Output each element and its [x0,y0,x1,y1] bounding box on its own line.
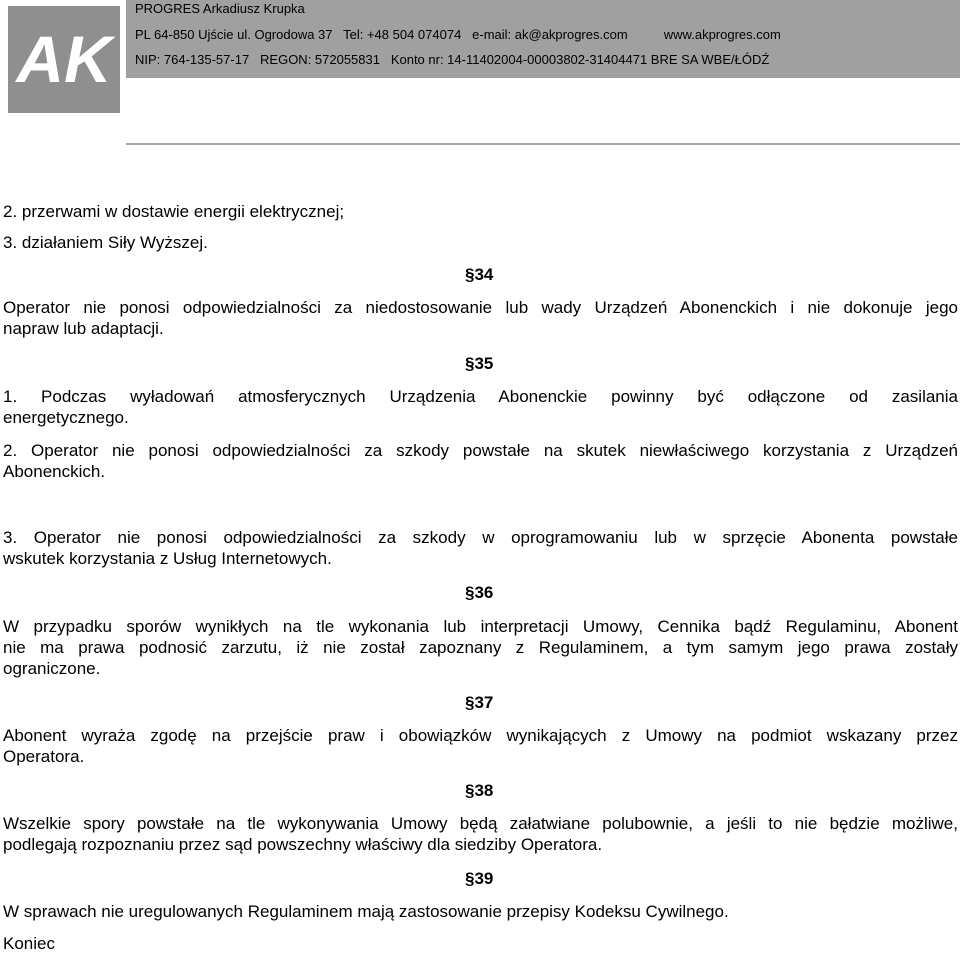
section-heading-38: §38 [465,781,494,800]
company-logo [8,6,120,113]
section-heading-35: §35 [465,354,494,373]
header-divider [126,143,960,145]
paragraph-line: napraw lub adaptacji. [3,319,164,338]
paragraph-line: Wszelkie spory powstałe na tle wykonywania Umowy będą załatwiane polubownie, a jeśli to nie będzie możliwe, [3,814,958,833]
paragraph-line: Abonenckich. [3,462,106,481]
list-item: 2. przerwami w dostawie energii elektrycznej; [3,202,345,221]
paragraph-line: Abonent wyraża zgodę na przejście praw i obowiązków wynikających z Umowy na podmiot wskazany przez [3,726,958,745]
paragraph-line: 3. Operator nie ponosi odpowiedzialności za szkody w oprogramowaniu lub w sprzęcie Abonenta powstałe [3,528,958,547]
list-item: 3. działaniem Siły Wyższej. [3,233,208,252]
section-heading-37: §37 [465,693,494,712]
paragraph-line: Operatora. [3,747,85,766]
paragraph-line: nie ma prawa podnosić zarzutu, iż nie został zapoznany z Regulaminem, a tym samym jego prawa zostały [3,638,958,657]
paragraph-line: 1. Podczas wyładowań atmosferycznych Urządzenia Abonenckie powinny być odłączone od zasilania [3,387,958,406]
paragraph-line: W przypadku sporów wynikłych na tle wykonania lub interpretacji Umowy, Cennika bądź Regulaminu, Abonent [3,617,958,636]
company-name: PROGRES Arkadiusz Krupka [135,1,305,16]
section-heading-39: §39 [465,869,494,888]
document-end: Koniec [3,934,55,953]
ak-logo-icon [8,6,120,113]
paragraph-line: energetycznego. [3,408,129,427]
company-contact: PL 64-850 Ujście ul. Ogrodowa 37 Tel: +48 504 074074 e-mail: ak@akprogres.com www.akprogres.com [135,27,781,42]
paragraph-line: W sprawach nie uregulowanych Regulaminem mają zastosowanie przepisy Kodeksu Cywilnego. [3,902,729,921]
section-heading-36: §36 [465,583,494,602]
paragraph-line: ograniczone. [3,659,101,678]
paragraph-line: wskutek korzystania z Usług Internetowych. [3,549,332,568]
section-heading-34: §34 [465,265,494,284]
paragraph-line: Operator nie ponosi odpowiedzialności za niedostosowanie lub wady Urządzeń Abonenckich i nie dokonuje jego [3,298,958,317]
paragraph-line: 2. Operator nie ponosi odpowiedzialności za szkody powstałe na skutek niewłaściwego korzystania z Urządzeń [3,441,958,460]
company-registration: NIP: 764-135-57-17 REGON: 572055831 Konto nr: 14-11402004-00003802-31404471 BRE SA WBE/ŁÓDŹ [135,52,770,67]
letterhead [0,0,960,145]
paragraph-line: podlegają rozpoznaniu przez sąd powszechny właściwy dla siedziby Operatora. [3,835,603,854]
svg-text:AK: AK [16,22,112,96]
